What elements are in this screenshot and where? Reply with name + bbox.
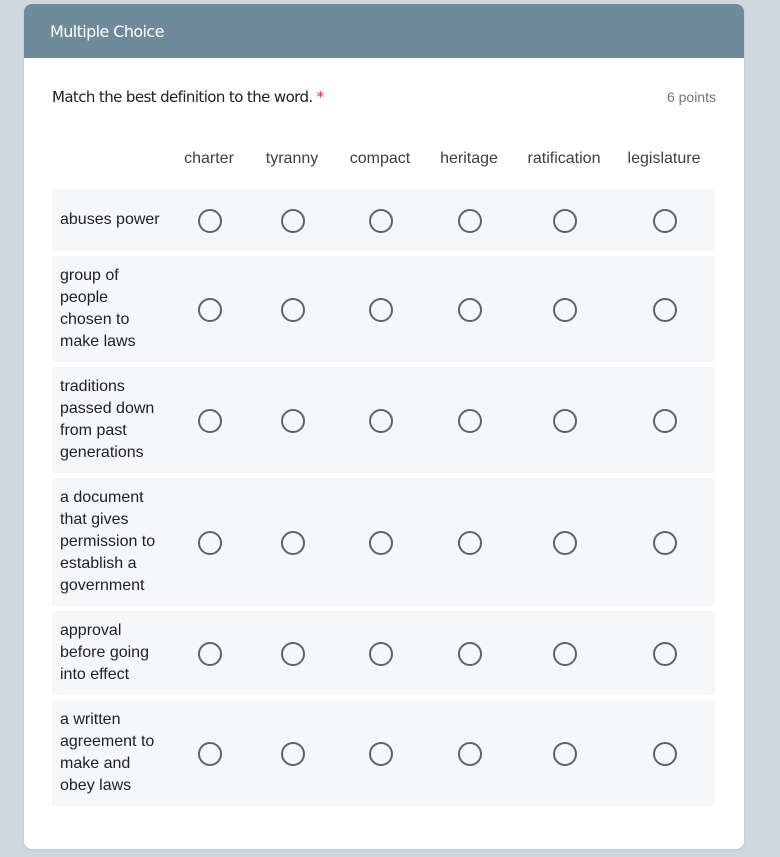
radio-option[interactable]	[198, 742, 222, 766]
radio-option[interactable]	[369, 209, 393, 233]
choice-grid	[52, 137, 715, 811]
row-label: approval before going into effect	[60, 622, 149, 683]
section-title: Multiple Choice	[50, 21, 164, 41]
row-label: a written agreement to make and obey laws	[60, 711, 155, 794]
radio-option[interactable]	[369, 531, 393, 555]
radio-option[interactable]	[653, 742, 677, 766]
radio-option[interactable]	[198, 409, 222, 433]
radio-option[interactable]	[198, 298, 222, 322]
radio-option[interactable]	[369, 298, 393, 322]
grid-row	[52, 189, 715, 251]
row-label: group of people chosen to make laws	[60, 267, 136, 350]
column-header-legislature: legislature	[627, 150, 701, 167]
question-text: Match the best definition to the word.	[52, 88, 313, 106]
section-header	[24, 4, 744, 58]
radio-option[interactable]	[458, 409, 482, 433]
row-label: a document that gives permission to establish a government	[60, 489, 156, 594]
column-header-compact: compact	[349, 150, 411, 167]
radio-option[interactable]	[553, 209, 577, 233]
grid-row	[52, 478, 715, 606]
radio-option[interactable]	[369, 742, 393, 766]
radio-option[interactable]	[653, 298, 677, 322]
radio-option[interactable]	[281, 642, 305, 666]
column-header-charter: charter	[184, 150, 234, 167]
radio-option[interactable]	[458, 209, 482, 233]
row-label: abuses power	[60, 211, 160, 228]
points-label: 6 points	[666, 89, 716, 105]
radio-option[interactable]	[198, 209, 222, 233]
question-header	[52, 88, 716, 106]
radio-option[interactable]	[198, 642, 222, 666]
radio-option[interactable]	[198, 531, 222, 555]
grid-row	[52, 367, 715, 473]
grid-row	[52, 700, 715, 806]
radio-option[interactable]	[281, 531, 305, 555]
question-card	[24, 4, 744, 849]
radio-option[interactable]	[553, 531, 577, 555]
radio-option[interactable]	[281, 209, 305, 233]
radio-option[interactable]	[553, 298, 577, 322]
radio-option[interactable]	[281, 298, 305, 322]
radio-option[interactable]	[369, 642, 393, 666]
column-header-ratification: ratification	[527, 150, 601, 167]
radio-option[interactable]	[281, 742, 305, 766]
radio-option[interactable]	[553, 742, 577, 766]
grid-row	[52, 256, 715, 362]
radio-option[interactable]	[369, 409, 393, 433]
row-label: traditions passed down from past generations	[60, 378, 155, 461]
question-title	[52, 88, 323, 106]
radio-option[interactable]	[653, 409, 677, 433]
required-asterisk: *	[316, 88, 324, 106]
radio-option[interactable]	[458, 742, 482, 766]
radio-option[interactable]	[458, 298, 482, 322]
column-header-heritage: heritage	[440, 150, 498, 167]
grid-header-row	[52, 137, 715, 189]
radio-option[interactable]	[458, 642, 482, 666]
radio-option[interactable]	[653, 642, 677, 666]
grid-row	[52, 611, 715, 695]
radio-option[interactable]	[653, 531, 677, 555]
radio-option[interactable]	[281, 409, 305, 433]
radio-option[interactable]	[553, 642, 577, 666]
radio-option[interactable]	[653, 209, 677, 233]
column-header-tyranny: tyranny	[265, 150, 319, 167]
radio-option[interactable]	[458, 531, 482, 555]
radio-option[interactable]	[553, 409, 577, 433]
